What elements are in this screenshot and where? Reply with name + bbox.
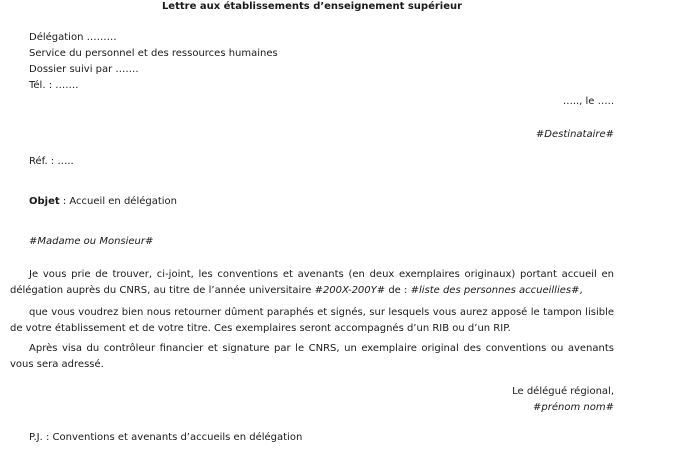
p1-year: #200X-200Y# [314, 285, 386, 296]
p1-text-b: de : [385, 285, 411, 296]
subject-line [29, 196, 177, 208]
subject-text: : Accueil en délégation [59, 196, 177, 207]
letter-title: Lettre aux établissements d’enseignement supérieur [161, 1, 463, 12]
date-line: ….., le ….. [562, 96, 614, 107]
p1-text-c: , [579, 285, 583, 296]
attachments: P.J. : Conventions et avenants d’accueils en délégation [29, 432, 303, 443]
signature-role: Le délégué régional, [512, 386, 614, 397]
sender-phone: Tél. : ……. [29, 80, 79, 91]
body-paragraph-1 [10, 267, 614, 299]
sender-delegation: Délégation ……… [29, 32, 117, 43]
sender-dossier: Dossier suivi par ……. [29, 64, 139, 75]
p3-text: Après visa du contrôleur financier et signature par le CNRS, un exemplaire original des conventions ou avenants vous sera adressé. [10, 343, 614, 370]
body-paragraph-2 [10, 305, 614, 337]
body-paragraph-3 [10, 341, 614, 373]
p1-list: #liste des personnes accueillies# [410, 285, 580, 296]
reference: Réf. : ….. [29, 156, 74, 167]
recipient: #Destinataire# [535, 129, 614, 140]
p2-text: que vous voudrez bien nous retourner dûment paraphés et signés, sur lesquels vous aurez apposé le tampon lisible de votre établissement et de votre titre. Ces exemplaires seront accompagnés d’un RIB ou d’un RIP. [10, 307, 614, 334]
salutation: #Madame ou Monsieur# [29, 236, 154, 247]
subject-label: Objet [29, 196, 60, 207]
sender-service: Service du personnel et des ressources humaines [29, 48, 278, 59]
signature-name: #prénom nom# [533, 402, 614, 413]
p1-text-a: Je vous prie de trouver, ci-joint, les conventions et avenants (en deux exemplaires originaux) portant accueil en délégation auprès du CNRS, au titre de l’année universitaire [10, 269, 614, 296]
